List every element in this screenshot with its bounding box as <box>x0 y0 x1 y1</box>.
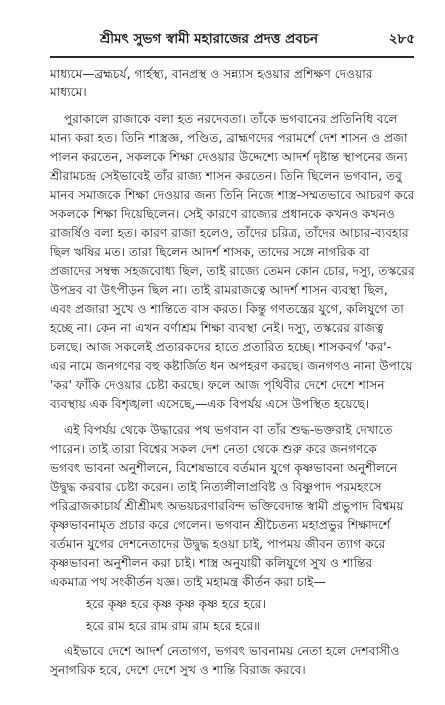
text-line: হচ্ছে না। কেন না এখন বর্ণাশ্রম শিক্ষা ব্যবস্থা নেই। দস্যু, তস্করের রাজত্ব <box>50 321 384 335</box>
text-line: 'কর' ফাঁকি দেওয়ার চেষ্টা করছে। ফলে আজ পৃথিবীর দেশে দেশে শাসন <box>50 378 385 392</box>
text-line: উপদ্রব বা উৎপীড়ন ছিল না। তাই রামরাজত্বে আদর্শ শাসন ব্যবস্থা ছিল, <box>50 283 388 297</box>
text-line: এবং প্রজারা সুখে ও শান্তিতে বাস করত। কিন্তু গণতন্ত্রের যুগে, কলিযুগে তা <box>50 302 404 316</box>
text-line: রাজর্ষিও বলা হত। কারণ রাজা হলেও, তাঁদের চরিত্র, তাঁদের আচার-ব্যবহার <box>50 226 409 240</box>
text-line: একমাত্র পথ সংকীর্তন যজ্ঞ। তাই মহামন্ত্র কীর্তন করা চাই— <box>50 575 326 589</box>
text-line: প্রজাদের সম্বন্ধ সহজবোধ্য ছিল, তাই রাজ্যে তেমন কোন চোর, দস্যু, তস্করের <box>50 264 415 278</box>
text-line: সকলকে শিক্ষা দিয়েছিলেন। সেই কারণে রাজ্যের প্রধানকে কখনও কখনও <box>50 207 395 221</box>
text-line: এইভাবে দেশে আদর্শ নেতাগণ, ভগবৎ ভাবনাময় নেতা হলে দেশবাসীও <box>64 644 400 658</box>
text-line: মান্য করা হত। তিনি শাস্ত্রজ্ঞ, পণ্ডিত, ব্রাহ্মণদের পরামর্শে দেশ শাসন ও প্রজা <box>50 131 408 145</box>
text-line: ভগবৎ ভাবনা অনুশীলনে, বিশেষভাবে বর্তমান যুগে কৃষ্ণভাবনা অনুশীলনে <box>50 461 398 475</box>
text-line: মাধ্যমে—ব্রহ্মচর্য, গার্হস্থ্য, বানপ্রস্থ ও সন্ন্যাস হওয়ার প্রশিক্ষণ দেওয়ার <box>50 67 373 81</box>
running-title: শ্রীমৎ সুভগ স্বামী মহারাজের প্রদত্ত প্রবচন <box>100 31 319 47</box>
text-line: এর নামে জনগণের বহু কষ্টার্জিত ধন অপহরণ করছে। জনগণও নানা উপায়ে <box>50 359 413 373</box>
text-line: কৃষ্ণভাবনামৃত প্রচার করে গেলেন। ভগবান শ্রীচৈতন্য মহাপ্রভুর শিক্ষাদর্শে <box>50 518 391 532</box>
text-line: এই বিপর্যয় থেকে উদ্ধারের পথ ভগবান বা তাঁর শুদ্ধ-ভক্তরাই দেখাতে <box>64 423 393 437</box>
header-rule <box>50 56 414 58</box>
text-line: উদ্বুদ্ধ করবার চেষ্টা করেন। তাই নিত্যলীলাপ্রবিষ্ট ও বিষ্ণুপাদ পরমহংসে <box>50 480 382 494</box>
text-line: পারেন। তাই তারা বিশ্বের সকল দেশ নেতা থেকে শুরু করে জনগণকে <box>50 442 377 456</box>
text-line: পালন করতেন, সকলকে শিক্ষা দেওয়ার উদ্দেশ্যে আদর্শ দৃষ্টান্ত স্থাপনের জন্য <box>50 150 408 164</box>
mantra-line: হরে কৃষ্ণ হরে কৃষ্ণ কৃষ্ণ কৃষ্ণ হরে হরে। <box>86 597 266 611</box>
text-line: চলছে। আজ সকলেই প্রতারকদের হাতে প্রতারিত হচ্ছে। শাসকবর্গ 'কর'- <box>50 340 392 354</box>
text-line: ব্যবস্থায় এক বিশৃঙ্খলা এসেছে,—এক বিপর্যয় এসে উপস্থিত হয়েছে। <box>50 397 370 411</box>
text-line: শ্রীরামচন্দ্র সেইভাবেই তাঁর রাজ্য শাসন করতেন। তিনি ছিলেন ভগবান, তবু <box>50 169 402 183</box>
text-line: কৃষ্ণভাবনা অনুশীলন করা চাই। শাস্ত্র অনুযায়ী কলিযুগে সুখ ও শান্তির <box>50 556 373 570</box>
page-header <box>0 28 445 54</box>
mantra-line: হরে রাম হরে রাম রাম রাম হরে হরে॥ <box>86 619 261 633</box>
text-line: সুনাগরিক হবে, দেশে দেশে সুখ ও শান্তি বিরাজ করবে। <box>50 663 306 677</box>
text-line: বর্তমান যুগের দেশনেতাদের উদ্বুদ্ধ হওয়া চাই, পাপময় জীবন ত্যাগ করে <box>50 537 386 551</box>
text-line: ছিল ঋষির মত। তারা ছিলেন আদর্শ শাসক, তাদের সঙ্গে নাগরিক বা <box>50 245 370 259</box>
text-line: মাধ্যমে। <box>50 85 87 99</box>
page-number: ২৮৫ <box>388 31 415 47</box>
text-line: পরিব্রাজকাচার্য শ্রীশ্রীমৎ অভয়চরণারবিন্দ ভক্তিবেদান্ত স্বামী প্রভুপাদ বিশ্বময় <box>50 499 404 513</box>
text-line: পুরাকালে রাজাকে বলা হত নরদেবতা। তাঁকে ভগবানের প্রতিনিধি বলে <box>64 112 398 126</box>
text-line: মানব সমাজকে শিক্ষা দেওয়ার জন্য তিনি নিজে শাস্ত্র-সম্মতভাবে আচরণ করে <box>50 188 415 202</box>
